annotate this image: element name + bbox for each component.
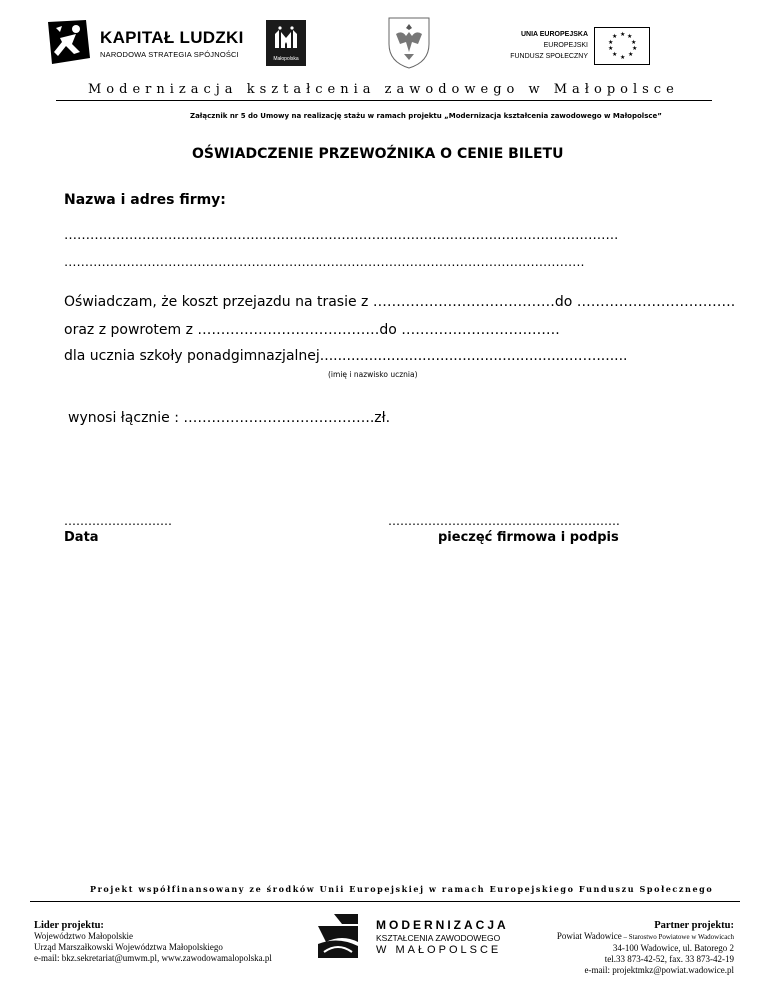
svg-text:★: ★: [628, 51, 634, 58]
signature-dots[interactable]: ………………………………………………….: [388, 514, 620, 528]
malopolska-emblem-icon: [266, 22, 306, 56]
student-hint: (imię i nazwisko ucznia): [328, 370, 418, 379]
logo-line1: MODERNIZACJA: [376, 918, 509, 932]
total-line[interactable]: wynosi łącznie : …………………………………..zł.: [68, 410, 391, 426]
project-banner: Modernizacja kształcenia zawodowego w Małopolsce: [88, 82, 679, 97]
annex-note: Załącznik nr 5 do Umowy na realizację stażu w ramach projektu „Modernizacja kształcenia zawodowego w Małopolsce”: [190, 112, 662, 120]
route-line[interactable]: Oświadczam, że koszt przejazdu na trasie z …………………………………do …………………………….: [64, 294, 736, 310]
kapital-ludzki-emblem-icon: [46, 18, 92, 66]
eu-text-block: [468, 29, 588, 62]
partner-name: Powiat Wadowice: [556, 931, 622, 941]
eu-stars-icon: [595, 28, 649, 64]
company-line-1[interactable]: ……………………………………………………………………………………….……………………….: [64, 228, 619, 243]
footer-banner: Projekt współfinansowany ze środków Unii Europejskiej w ramach Europejskiego Funduszu Społecznego: [90, 884, 714, 894]
date-label: Data: [64, 530, 99, 545]
leader-block: [34, 920, 272, 964]
partner-line1: [524, 931, 734, 943]
partner-line4: e-mail: projektmkz@powiat.wadowice.pl: [584, 965, 734, 975]
eagle-crest-icon: [384, 14, 434, 70]
eu-line3: FUNDUSZ SPOŁECZNY: [510, 53, 588, 60]
eu-line2: EUROPEJSKI: [543, 42, 588, 49]
eu-flag: [594, 27, 650, 65]
svg-text:★: ★: [612, 51, 618, 58]
return-line[interactable]: oraz z powrotem z …………………………………do …………………………….: [64, 322, 560, 338]
leader-line2: Urząd Marszałkowski Województwa Małopolskiego: [34, 942, 223, 952]
svg-text:★: ★: [632, 45, 638, 52]
kl-subtitle: NARODOWA STRATEGIA SPÓJNOŚCI: [100, 50, 239, 59]
partner-title: Partner projektu:: [654, 920, 734, 931]
partner-block: [524, 920, 734, 976]
date-dots[interactable]: ………………………: [64, 514, 172, 528]
form-title: OŚWIADCZENIE PRZEWOŹNIKA O CENIE BILETU: [192, 146, 564, 162]
partner-office: – Starostwo Powiatowe w Wadowicach: [621, 933, 734, 941]
malopolska-logo: [266, 20, 306, 66]
leader-line1: Województwo Małopolskie: [34, 931, 134, 941]
svg-text:★: ★: [631, 39, 637, 46]
leader-line3: e-mail: bkz.sekretariat@umwm.pl, www.zawodowamalopolska.pl: [34, 953, 272, 963]
svg-text:★: ★: [627, 33, 633, 40]
footer-rule: [30, 901, 740, 902]
signature-label: pieczęć firmowa i podpis: [438, 530, 619, 545]
kl-title: KAPITAŁ LUDZKI: [100, 28, 244, 47]
company-line-2[interactable]: ………………………………………………………….………………………………………………….: [64, 254, 585, 269]
malopolska-label: Małopolska: [273, 56, 299, 62]
svg-text:★: ★: [620, 31, 626, 38]
svg-text:★: ★: [608, 39, 614, 46]
modernizacja-emblem-icon: [312, 912, 364, 960]
leader-title: Lider projektu:: [34, 920, 104, 931]
partner-line3: tel.33 873-42-52, fax. 33 873-42-19: [604, 954, 734, 964]
svg-text:★: ★: [608, 45, 614, 52]
logo-line3: W MAŁOPOLSCE: [376, 944, 502, 956]
header-rule: [56, 100, 712, 101]
kapital-ludzki-logo: [46, 18, 246, 66]
partner-line2: 34-100 Wadowice, ul. Batorego 2: [612, 943, 734, 953]
modernizacja-logo: [312, 912, 509, 962]
eu-line1: UNIA EUROPEJSKA: [520, 31, 588, 38]
svg-text:★: ★: [612, 33, 618, 40]
logo-line2: KSZTAŁCENIA ZAWODOWEGO: [376, 933, 501, 943]
coat-of-arms-logo: [384, 14, 434, 70]
student-line[interactable]: dla ucznia szkoły ponadgimnazjalnej..........................................................…........: [64, 348, 628, 364]
svg-text:★: ★: [620, 54, 626, 61]
company-label: Nazwa i adres firmy:: [64, 192, 226, 208]
